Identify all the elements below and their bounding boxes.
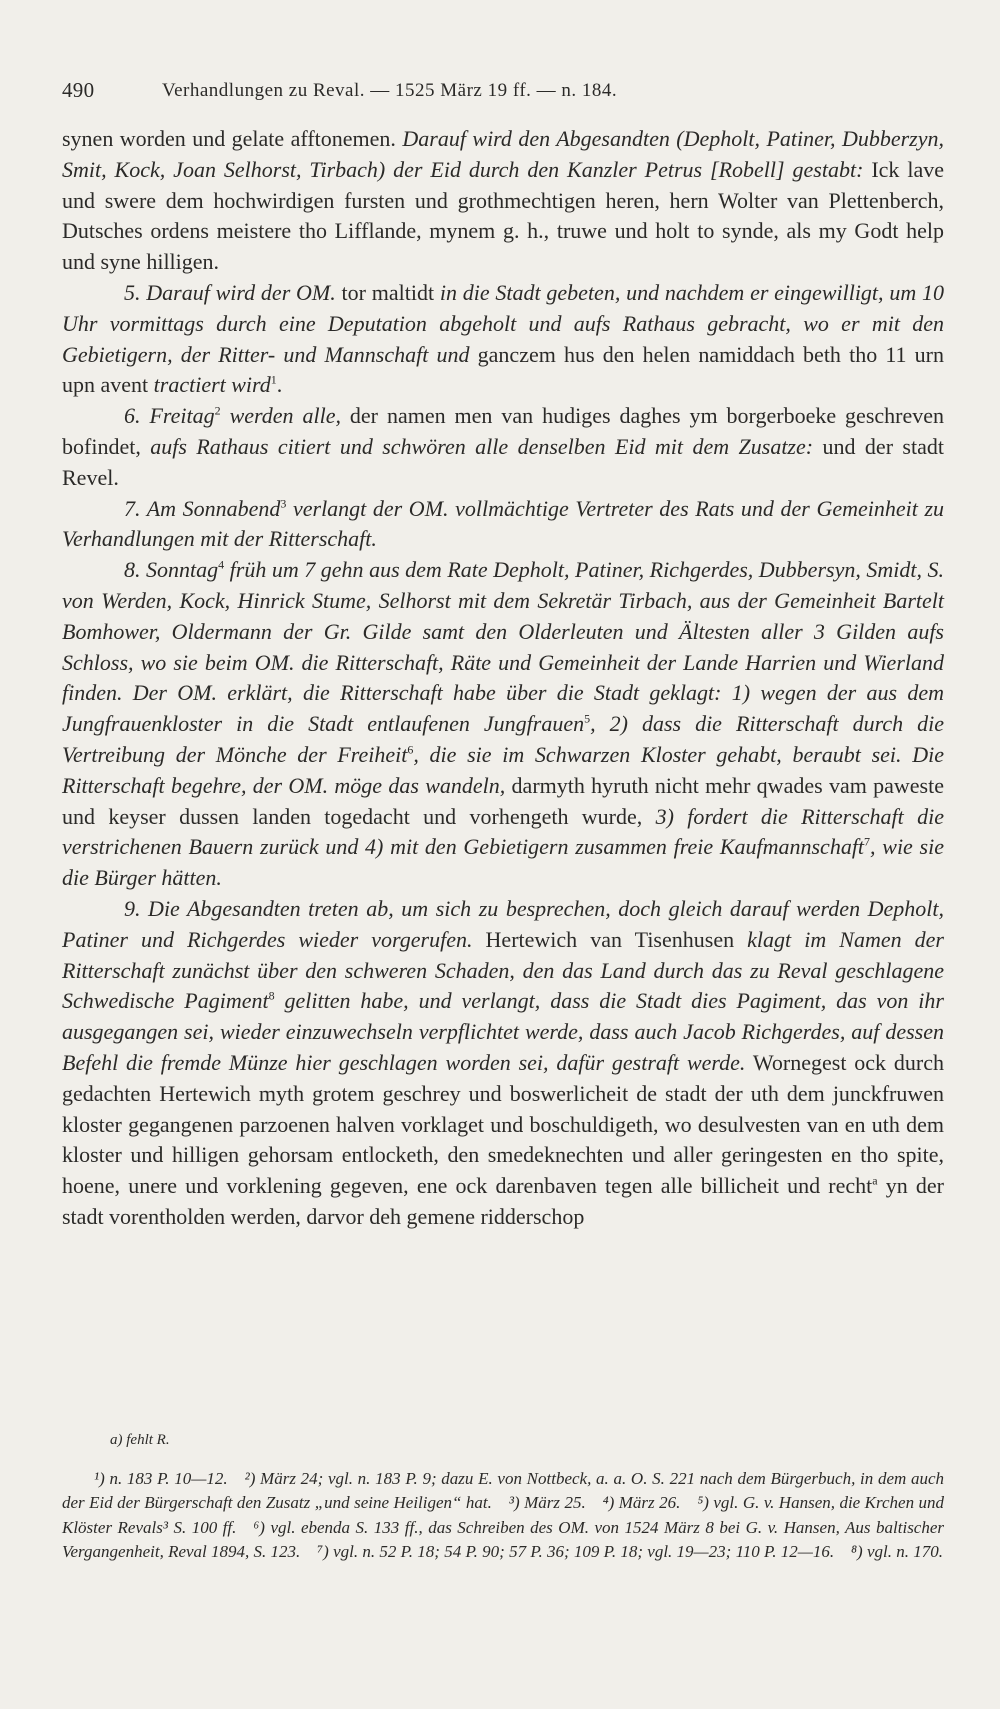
italic-segment: 9. Die Abgesandten treten ab, um sich zu besprechen, doch gleich darauf werden Depholt, Patiner und Richgerdes wieder vorgerufen.: [62, 895, 944, 952]
footnote-ref: 8: [268, 988, 275, 1003]
paragraph-7: [62, 494, 944, 556]
italic-segment: 6. Freitag: [124, 403, 215, 429]
paragraph-8: [62, 555, 944, 894]
footnote-ref: 1: [270, 373, 277, 388]
textnote-ref: a: [872, 1173, 878, 1188]
italic-segment: Darauf wird den Abgesandten (Depholt, Patiner, Dubberzyn, Smit, Kock, Joan Selhorst, Tirbach) der Eid durch den Kanzler Petrus [Robell] gestabt:: [62, 126, 944, 182]
running-title: Verhandlungen zu Reval. — 1525 März 19 ff. — n. 184.: [162, 80, 618, 101]
footnote-2: ²) März 24; vgl. n. 183 P. 9; dazu E. von Nottbeck, a. a. O. S. 221 nach dem Bürgerbuch, in dem auch der Eid der Bürgerschaft den Zusatz „und seine Heiligen“ hat.: [62, 1468, 944, 1512]
italic-segment: in die Stadt gebeten, und nachdem er eingewilligt, um 10 Uhr vormittags durch eine Deputation abgeholt und aufs Rathaus gebracht, wo er mit den Gebietigern, der Ritter- und Mannschaft und: [62, 279, 944, 367]
text-segment: darmyth hyruth nicht mehr qwades vam paweste und keyser dussen landen togedacht und vorhengeth wurde,: [62, 772, 944, 829]
apparatus: [62, 1428, 944, 1565]
footnote-ref: 2: [214, 403, 221, 418]
footnote-ref: 5: [584, 711, 591, 726]
main-text: [62, 124, 944, 1233]
text-segment: Wornegest ock durch gedachten Hertewich myth grotem geschrey und boswerlicheit de stadt der uth dem junckfruwen kloster gegangenen parzoenen halven vorklaget und boschuldigeth, wo desulvesten van en uth dem kloster und hilligen gehorsam entlocketh, den smedeknechten und aller geringesten en tho spite, hoene, unere und vorklening gegeven, ene ock darenbaven tegen alle billicheit und recht: [62, 1049, 944, 1199]
italic-segment: gelitten habe, und verlangt, dass die Stadt dies Pagiment, das von ihr ausgegangen sei, wieder einzuwechseln verpflichtet werde, dass auch Jacob Richgerdes, auf dessen Befehl die fremde Münze hier geschlagen worden sei, dafür gestraft werde.: [62, 988, 944, 1075]
italic-segment: , wie sie die Bürger hätten.: [62, 834, 944, 891]
footnotes: [62, 1467, 944, 1565]
italic-segment: 5. Darauf wird der OM.: [124, 279, 336, 305]
text-segment: synen worden und gelate afftonemen.: [62, 126, 403, 151]
paragraph-oath: [62, 124, 944, 278]
italic-segment: 8. Sonntag: [124, 557, 219, 583]
footnote-3: ³) März 25.: [508, 1493, 586, 1512]
paragraph-6: [62, 401, 944, 493]
italic-segment: tractiert wird: [153, 372, 271, 398]
footnote-7: ⁷) vgl. n. 52 P. 18; 54 P. 90; 57 P. 36; 109 P. 18; vgl. 19—23; 110 P. 12—16.: [317, 1542, 835, 1561]
italic-segment: , 2) dass die Ritterschaft durch die Vertreibung der Mönche der Freiheit: [62, 711, 944, 767]
paragraph-5: [62, 278, 944, 401]
textual-note: a) fehlt R.: [110, 1432, 170, 1448]
footnote-5: ⁵) vgl. G. v. Hansen, die Krchen und Klöster Revals³ S. 100 ff.: [62, 1493, 945, 1537]
italic-segment: , die sie im Schwarzen Kloster gehabt, beraubt sei. Die Ritterschaft begehre, der OM. möge das wandeln,: [62, 741, 944, 798]
text-segment: yn der stadt vorentholden werden, darvor deh gemene ridderschop: [62, 1173, 945, 1229]
footnote-ref: 7: [864, 835, 871, 849]
text-segment: der namen men van hudiges daghes ym borgerboeke geschreven bofindet,: [62, 403, 944, 459]
paragraph-9: [62, 894, 944, 1233]
italic-segment: werden alle,: [220, 403, 341, 429]
page-number: 490: [62, 78, 95, 102]
italic-segment: früh um 7 gehn aus dem Rate Depholt, Patiner, Richgerdes, Dubbersyn, Smidt, S. von Werden, Kock, Hinrick Stume, Selhorst mit dem Sekretär Tirbach, aus der Gemeinheit Bartelt Bomhower, Oldermann der Gr. Gilde samt den Olderleuten und Ältesten aller 3 Gilden aufs Schloss, wo sie beim OM. die Ritterschaft, Räte und Gemeinheit der Lande Harrien und Wierland finden. Der OM. erklärt, die Ritterschaft habe über die Stadt geklagt: 1) wegen der aus dem Jungfrauenkloster in die Stadt entlaufenen Jungfrauen: [62, 557, 944, 737]
footnote-ref: 3: [280, 496, 287, 511]
footnote-1: ¹) n. 183 P. 10—12.: [94, 1468, 228, 1488]
footnote-ref: 4: [218, 557, 225, 572]
italic-segment: aufs Rathaus citiert und schwören alle denselben Eid mit dem Zusatze:: [150, 433, 814, 459]
italic-segment: klagt im Namen der Ritterschaft zunächst über den schweren Schaden, den das Land durch das zu Reval geschlagene Schwedische Pagiment: [62, 926, 944, 1014]
page-header: [62, 78, 942, 108]
text-segment: Hertewich van Tisenhusen: [472, 926, 748, 952]
text-segment: ganczem hus den helen namiddach beth tho 11 urn upn avent: [62, 341, 944, 398]
italic-segment: 3) fordert die Ritterschaft die verstrichenen Bauern zurück und 4) mit den Gebietigern zusammen freie Kaufmannschaft: [62, 803, 944, 860]
text-segment: .: [276, 372, 283, 398]
italic-segment: verlangt der OM. vollmächtige Vertreter des Rats und der Gemeinheit zu Verhandlungen mit der Ritterschaft.: [62, 495, 945, 552]
footnote-ref: 6: [407, 742, 414, 757]
footnote-4: ⁴) März 26.: [602, 1493, 681, 1512]
footnote-6: ⁶) vgl. ebenda S. 133 ff., das Schreiben des OM. von 1524 März 8 bei G. v. Hansen, Aus baltischer Vergangenheit, Reval 1894, S. 123.: [62, 1517, 945, 1561]
italic-segment: 7. Am Sonnabend: [124, 495, 281, 521]
text-segment: tor maltidt: [335, 279, 440, 305]
footnote-8: ⁸) vgl. n. 170.: [851, 1542, 943, 1561]
text-segment: und der stadt Revel.: [62, 433, 944, 490]
text-segment: Ick lave und swere dem hochwirdigen fursten und grothmechtigen heren, hern Wolter van Plettenberch, Dutsches ordens meistere tho Lifflande, mynem g. h., truwe und holt to synde, als my Godt help und syne hilligen.: [62, 156, 945, 275]
